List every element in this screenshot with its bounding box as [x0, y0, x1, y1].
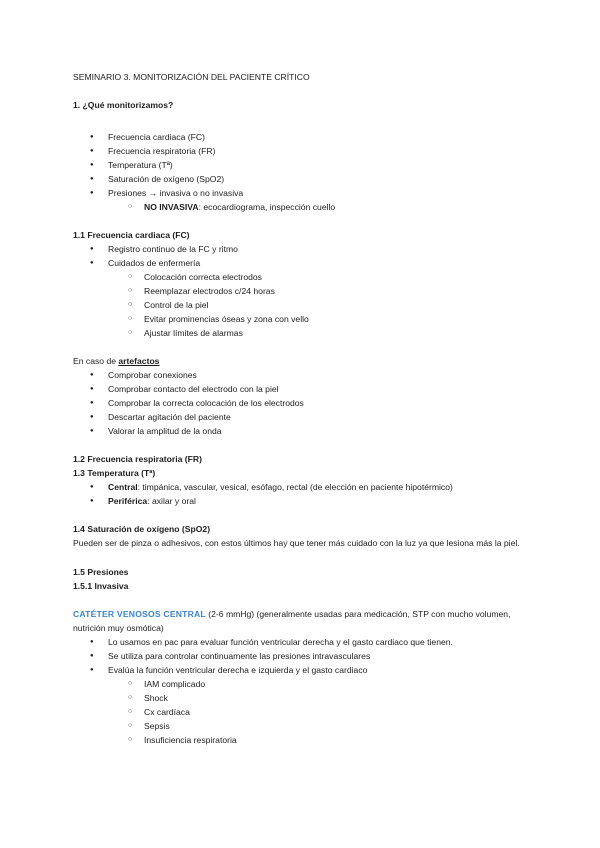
list-item	[73, 480, 533, 494]
cvc-list	[73, 635, 533, 677]
presiones-sublist	[73, 200, 533, 214]
cvc-text: (2-6 mmHg) (generalmente usadas para medicación, STP con mucho volumen, nutrición muy osmótica)	[73, 608, 511, 633]
list-item: ● Se utiliza para controlar continuamente las presiones intravasculares	[73, 649, 533, 663]
list-subitem: ○ Control de la piel	[73, 298, 533, 312]
fc-sublist	[73, 270, 533, 340]
central-label: Central	[108, 482, 138, 492]
list-item: ● Frecuencia respiratoria (FR)	[73, 144, 533, 158]
cvc-label: CATÉTER VENOSOS CENTRAL	[73, 608, 206, 619]
list-subitem: ○ IAM complicado	[73, 677, 533, 691]
list-subitem: ○ Reemplazar electrodos c/24 horas	[73, 284, 533, 298]
no-invasiva-text: : ecocardiograma, inspección cuello	[198, 202, 336, 212]
temperatura-list	[73, 480, 533, 508]
list-item: ● Saturación de oxígeno (SpO2)	[73, 172, 533, 186]
document-title: SEMINARIO 3. MONITORIZACIÓN DEL PACIENTE CRÍTICO	[73, 72, 310, 82]
no-invasiva-label: NO INVASIVA	[144, 202, 199, 212]
section-1-5-1-heading: 1.5.1 Invasiva	[73, 580, 129, 591]
artefactos-keyword: artefactos	[118, 356, 160, 366]
list-item: ● Temperatura (Tª)	[73, 158, 533, 172]
list-item: ● Frecuencia cardiaca (FC)	[73, 130, 533, 144]
list-item: ● Valorar la amplitud de la onda	[73, 424, 533, 438]
cvc-paragraph	[73, 607, 533, 635]
list-item: ● Comprobar contacto del electrodo con la piel	[73, 382, 533, 396]
section-1-1-heading: 1.1 Frecuencia cardiaca (FC)	[73, 230, 190, 240]
list-item	[73, 494, 533, 508]
list-subitem: ○ Sepsis	[73, 719, 533, 733]
list-item: ● Presiones → invasiva o no invasiva	[73, 186, 533, 200]
list-item: ● Evalúa la función ventricular derecha e izquierda y el gasto cardiaco	[73, 663, 533, 677]
artefactos-list	[73, 368, 533, 438]
section-1-heading: 1. ¿Qué monitorizamos?	[73, 100, 174, 110]
list-item: ● Cuidados de enfermería	[73, 256, 533, 270]
list-subitem: ○ Shock	[73, 691, 533, 705]
periferica-label: Periférica	[108, 496, 148, 506]
list-item: ● Lo usamos en pac para evaluar función ventricular derecha y el gasto cardiaco que tienen.	[73, 635, 533, 649]
list-subitem: ○ Colocación correcta electrodos	[73, 270, 533, 284]
periferica-text: : axilar y oral	[147, 496, 196, 506]
spo2-paragraph: Pueden ser de pinza o adhesivos, con estos últimos hay que tener más cuidado con la luz ya que lesiona más la piel.	[73, 538, 520, 548]
list-subitem: ○ Insuficiencia respiratoria	[73, 733, 533, 747]
list-item: ● Comprobar la correcta colocación de los electrodos	[73, 396, 533, 410]
section-1-2-heading: 1.2 Frecuencia respiratoria (FR)	[73, 454, 202, 464]
central-text: : timpánica, vascular, vesical, esófago, rectal (de elección en paciente hipotérmico)	[137, 482, 453, 492]
list-item: ● Registro continuo de la FC y ritmo	[73, 242, 533, 256]
section-1-3-heading: 1.3 Temperatura (Tª)	[73, 468, 156, 478]
list-subitem	[73, 200, 533, 214]
monitoring-list	[73, 130, 533, 200]
section-1-4-heading: 1.4 Saturación de oxígeno (SpO2)	[73, 524, 211, 534]
artefactos-intro	[73, 354, 533, 368]
cvc-sublist	[73, 677, 533, 747]
list-subitem: ○ Ajustar límites de alarmas	[73, 326, 533, 340]
document-body	[73, 70, 533, 747]
fc-list	[73, 242, 533, 270]
list-item: ● Descartar agitación del paciente	[73, 410, 533, 424]
list-item: ● Comprobar conexiones	[73, 368, 533, 382]
artefactos-intro-text: En caso de	[73, 356, 119, 366]
section-1-5-heading: 1.5 Presiones	[73, 566, 129, 577]
list-subitem: ○ Evitar prominencias óseas y zona con vello	[73, 312, 533, 326]
list-subitem: ○ Cx cardíaca	[73, 705, 533, 719]
